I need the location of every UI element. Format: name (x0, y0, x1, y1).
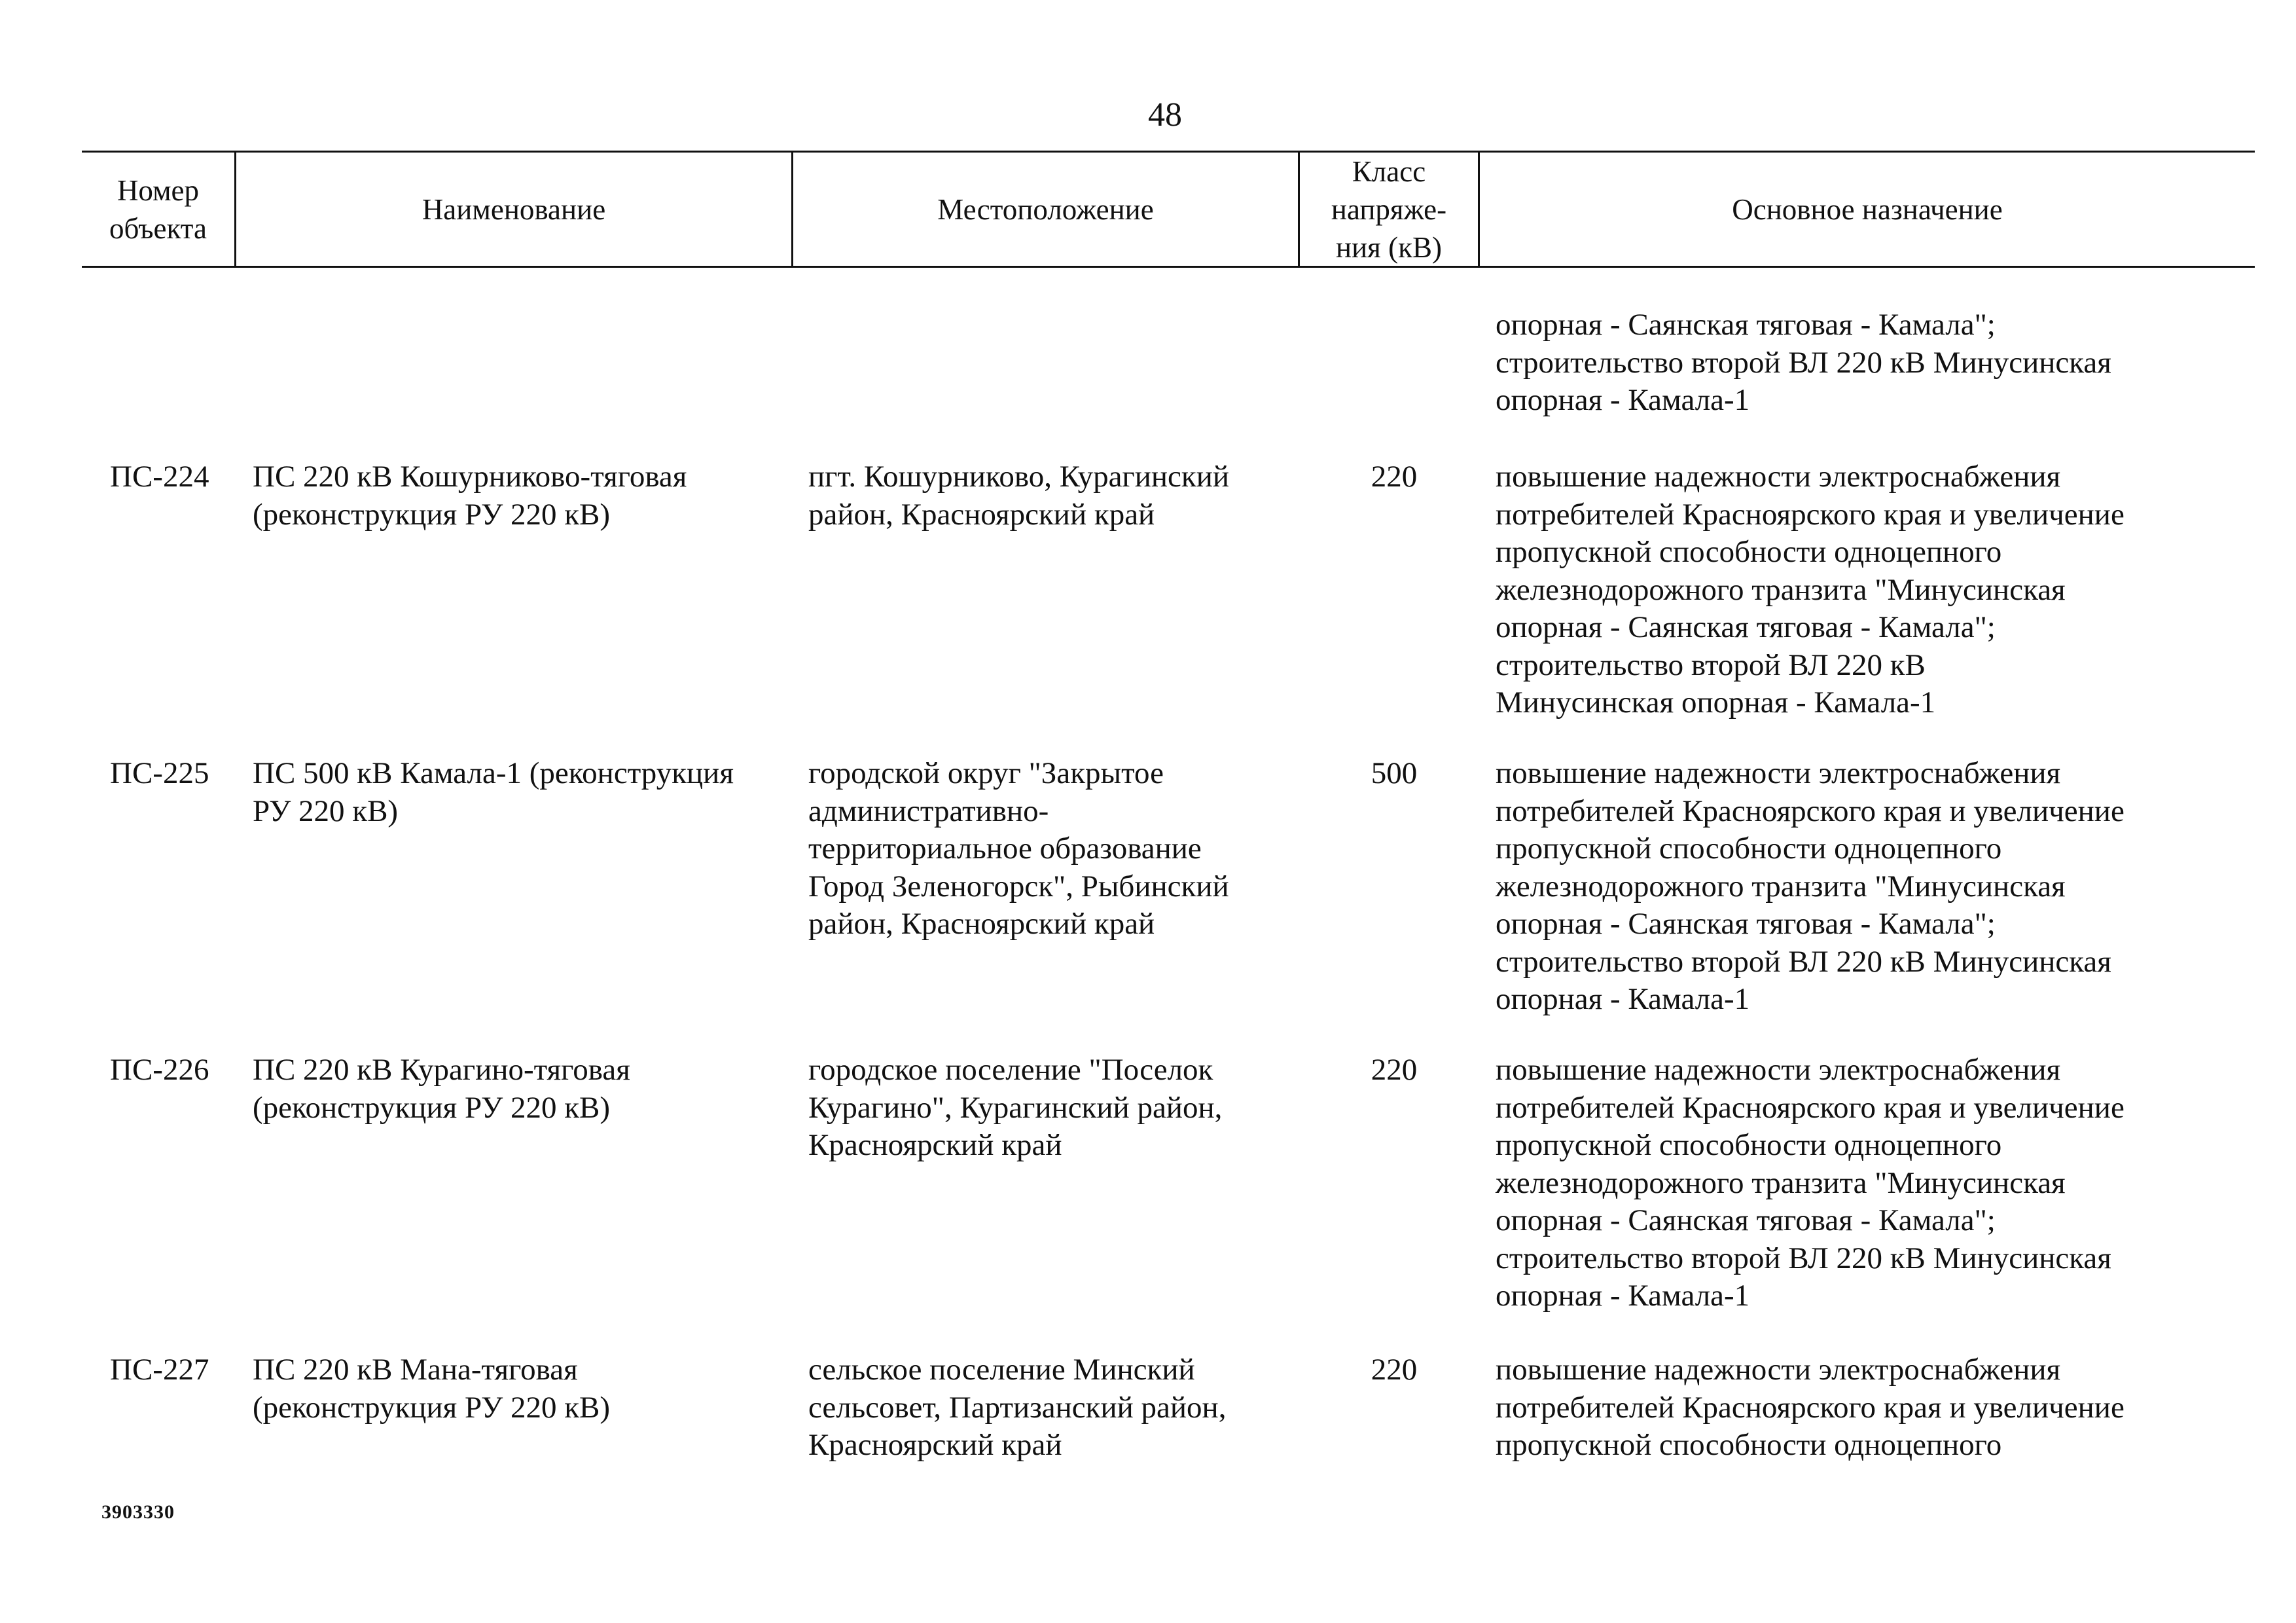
header-voltage-line: напряже- (1331, 192, 1447, 226)
header-voltage (1300, 153, 1478, 266)
row-name: ПС 220 кВ Мана-тяговая (реконструкция РУ 220 кВ) (253, 1353, 611, 1425)
row-name: ПС 220 кВ Кошурниково-тяговая (реконструкция РУ 220 кВ) (253, 460, 687, 532)
row-voltage: 500 (1371, 756, 1418, 790)
row-voltage: 220 (1371, 460, 1418, 494)
header-bottom-rule (82, 266, 2255, 268)
row-location: сельское поселение Минский сельсовет, Партизанский район, Красноярский край (808, 1353, 1227, 1462)
header-voltage-line: ния (кВ) (1336, 230, 1442, 264)
row-purpose: повышение надежности электроснабжения потребителей Красноярского края и увеличение пропускной способности одноцепного железнодорожного транзита "Минусинская опорная - Саянская тяговая - Камала"; строительство второй ВЛ 220 кВ Минусинская опорная - Камала-1 (1496, 756, 2125, 1016)
document-code: 3903330 (101, 1501, 175, 1523)
row-location: городское поселение "Поселок Курагино", Курагинский район, Красноярский край (808, 1053, 1223, 1162)
header-location: Местоположение (937, 192, 1154, 226)
header-purpose: Основное назначение (1732, 192, 2003, 226)
row-purpose: повышение надежности электроснабжения потребителей Красноярского края и увеличение пропускной способности одноцепного железнодорожного транзита "Минусинская опорная - Саянская тяговая - Камала"; строительство второй ВЛ 220 кВ Минусинская опорная - Камала-1 (1496, 1053, 2125, 1313)
row-voltage: 220 (1371, 1353, 1418, 1387)
header-number (82, 153, 234, 266)
header-voltage-line: Класс (1352, 155, 1426, 188)
row-number: ПС-224 (110, 460, 209, 494)
row-purpose: повышение надежности электроснабжения потребителей Красноярского края и увеличение пропускной способности одноцепного железнодорожного транзита "Минусинская опорная - Саянская тяговая - Камала"; строительство второй ВЛ 220 кВ Минусинская опорная - Камала-1 (1496, 460, 2125, 720)
row-number: ПС-227 (110, 1353, 209, 1387)
row-number: ПС-225 (110, 756, 209, 790)
row-location: пгт. Кошурниково, Курагинский район, Красноярский край (808, 460, 1230, 532)
header-name: Наименование (422, 192, 606, 226)
page-number: 48 (1148, 96, 1182, 134)
header-number-line: объекта (109, 211, 207, 245)
row-location: городской округ "Закрытое административно- территориальное образование Город Зеленогорск", Рыбинский район, Красноярский край (808, 756, 1229, 941)
continuation-purpose: опорная - Саянская тяговая - Камала"; строительство второй ВЛ 220 кВ Минусинская опорная - Камала-1 (1496, 308, 2111, 417)
header-number-line: Номер (117, 173, 200, 207)
row-name: ПС 500 кВ Камала-1 (реконструкция РУ 220 кВ) (253, 756, 734, 828)
row-purpose: повышение надежности электроснабжения потребителей Красноярского края и увеличение пропускной способности одноцепного (1496, 1353, 2125, 1462)
row-voltage: 220 (1371, 1053, 1418, 1087)
row-name: ПС 220 кВ Курагино-тяговая (реконструкция РУ 220 кВ) (253, 1053, 630, 1125)
row-number: ПС-226 (110, 1053, 209, 1087)
